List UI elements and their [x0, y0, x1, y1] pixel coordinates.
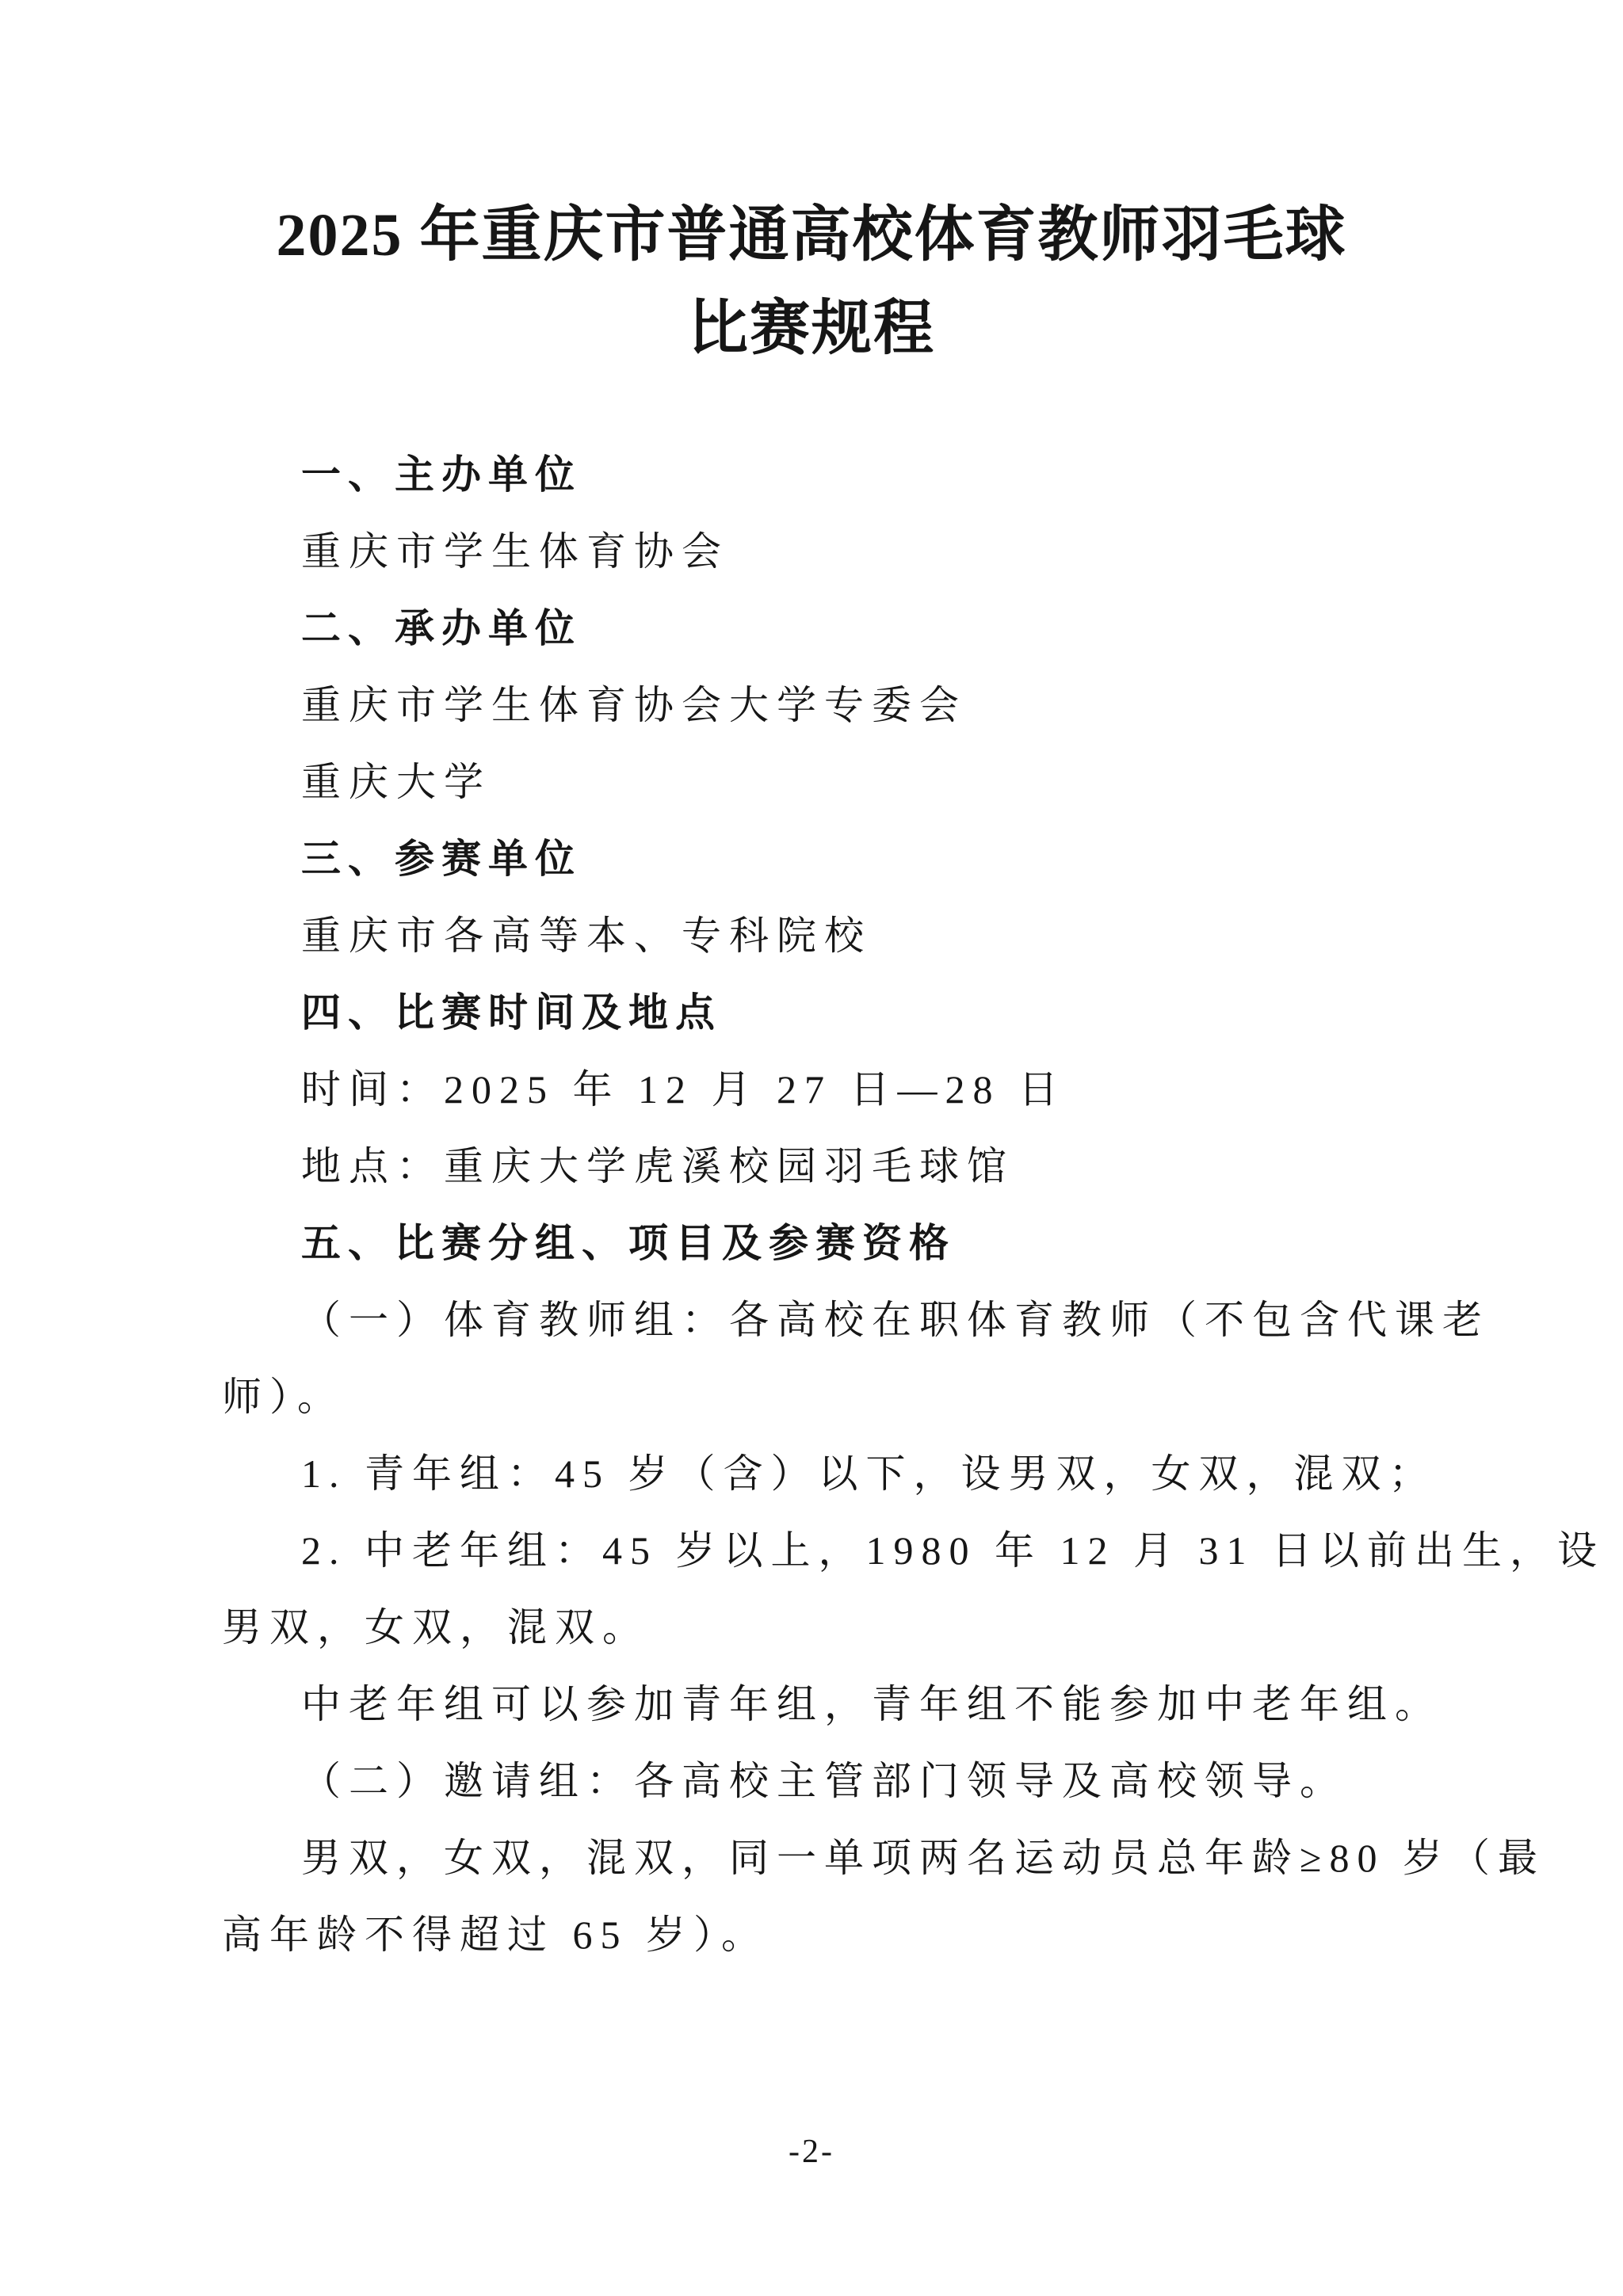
heading-participants: 三、参赛单位 [301, 837, 582, 881]
cross-group-rule-line: 中老年组可以参加青年组，青年组不能参加中老年组。 [301, 1682, 1442, 1726]
invited-group-rule-2: 高年龄不得超过 65 岁）。 [222, 1913, 769, 1957]
heading-time-venue: 四、比赛时间及地点 [301, 990, 722, 1035]
undertaker-name-1: 重庆市学生体育协会大学专委会 [301, 683, 967, 727]
heading-groups: 五、比赛分组、项目及参赛资格 [301, 1221, 956, 1265]
document-title [0, 189, 1623, 376]
heading-organizer: 一、主办单位 [301, 452, 582, 497]
document-title-line-1: 2025 年重庆市普通高校体育教师羽毛球 [276, 202, 1347, 269]
teacher-group-line-2: 师）。 [222, 1375, 345, 1419]
organizer-name: 重庆市学生体育协会 [301, 529, 729, 574]
heading-undertaker: 二、承办单位 [301, 606, 582, 650]
invited-group-line: （二）邀请组：各高校主管部门领导及高校领导。 [301, 1759, 1347, 1803]
time-line: 时间：2025 年 12 月 27 日—28 日 [301, 1067, 1066, 1112]
undertaker-name-2: 重庆大学 [301, 760, 491, 804]
senior-group-line-2: 男双，女双，混双。 [222, 1605, 650, 1650]
senior-group-line-1: 2. 中老年组：45 岁以上，1980 年 12 月 31 日以前出生，设 [301, 1528, 1605, 1573]
venue-line: 地点：重庆大学虎溪校园羽毛球馆 [301, 1144, 1014, 1188]
teacher-group-line-1: （一）体育教师组：各高校在职体育教师（不包含代课老 [301, 1298, 1490, 1342]
participants-desc: 重庆市各高等本、专科院校 [301, 913, 872, 958]
page-number: -2- [789, 2134, 834, 2170]
invited-group-rule-1: 男双，女双，混双，同一单项两名运动员总年龄≥80 岁（最 [301, 1836, 1545, 1880]
document-title-line-2: 比赛规程 [688, 296, 935, 362]
document-body [222, 437, 1605, 1974]
youth-group-line: 1. 青年组：45 岁（含）以下，设男双，女双，混双； [301, 1451, 1437, 1496]
